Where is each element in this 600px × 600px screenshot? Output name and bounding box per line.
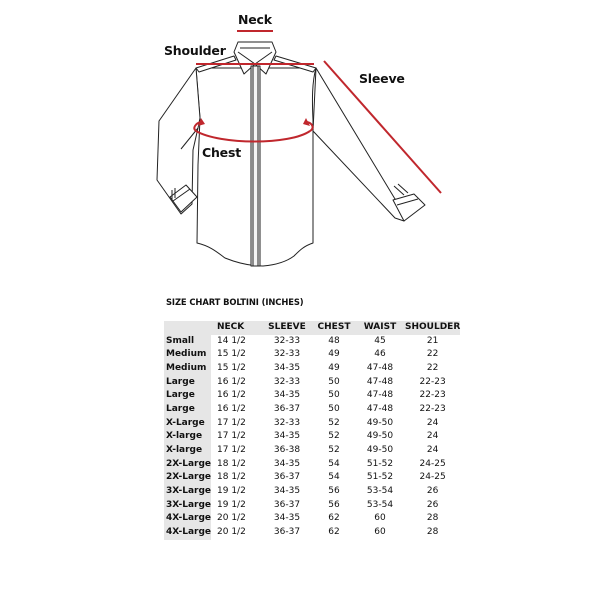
chest-cell: 54	[328, 472, 340, 483]
shirt-measurement-diagram	[0, 0, 600, 290]
column-header-waist: WAIST	[355, 321, 405, 335]
shoulder-cell: 26	[426, 485, 439, 496]
waist-cell: 51-52	[366, 458, 394, 469]
chest-label: Chest	[202, 145, 241, 160]
sleeve-cell: 36-38	[273, 444, 301, 455]
shoulder-cell: 24-25	[419, 458, 446, 469]
sleeve-cell: 32-33	[273, 349, 301, 360]
neck-cell: 16 1/2	[217, 376, 246, 387]
table-row	[164, 376, 460, 390]
neck-cell: 19 1/2	[217, 485, 246, 496]
size-cell: X-large	[164, 444, 211, 458]
table-row	[164, 403, 460, 417]
chest-cell: 54	[328, 458, 340, 469]
chest-cell: 50	[328, 376, 340, 387]
table-row	[164, 512, 460, 526]
neck-cell: 16 1/2	[217, 390, 246, 401]
neck-cell: 17 1/2	[217, 444, 246, 455]
waist-cell: 47-48	[366, 390, 394, 401]
neck-cell: 15 1/2	[217, 349, 246, 360]
waist-cell: 49-50	[366, 444, 394, 455]
size-cell: X-Large	[164, 417, 211, 431]
sleeve-cell: 32-33	[273, 417, 301, 428]
table-row	[164, 526, 460, 540]
shoulder-cell: 21	[426, 335, 439, 346]
sleeve-cell: 34-35	[273, 458, 301, 469]
waist-cell: 60	[374, 526, 386, 537]
waist-cell: 45	[374, 335, 386, 346]
table-row	[164, 335, 460, 349]
waist-cell: 53-54	[366, 485, 394, 496]
table-row	[164, 362, 460, 376]
neck-cell: 15 1/2	[217, 362, 246, 373]
shoulder-cell: 22-23	[419, 390, 446, 401]
sleeve-cell: 36-37	[273, 472, 301, 483]
table-row	[164, 444, 460, 458]
shoulder-label: Shoulder	[164, 43, 226, 58]
neck-cell: 18 1/2	[217, 472, 246, 483]
shoulder-cell: 24	[426, 417, 439, 428]
waist-cell: 53-54	[366, 499, 394, 510]
table-row	[164, 471, 460, 485]
sleeve-cell: 34-35	[273, 431, 301, 442]
column-header-neck: NECK	[211, 321, 261, 335]
sleeve-cell: 32-33	[273, 335, 301, 346]
table-row	[164, 499, 460, 513]
table-row	[164, 348, 460, 362]
size-cell: Medium	[164, 362, 211, 376]
neck-cell: 17 1/2	[217, 417, 246, 428]
neck-cell: 19 1/2	[217, 499, 246, 510]
column-header-chest: CHEST	[313, 321, 355, 335]
sleeve-cell: 36-37	[273, 526, 301, 537]
size-cell: 3X-Large	[164, 485, 211, 499]
sleeve-cell: 36-37	[273, 403, 301, 414]
shoulder-cell: 28	[426, 526, 439, 537]
shoulder-cell: 22	[426, 362, 439, 373]
waist-cell: 60	[374, 513, 386, 524]
table-row	[164, 389, 460, 403]
shoulder-cell: 22-23	[419, 376, 446, 387]
sleeve-label: Sleeve	[359, 71, 405, 86]
column-header-sleeve: SLEEVE	[261, 321, 313, 335]
chest-cell: 50	[328, 403, 340, 414]
neck-cell: 14 1/2	[217, 335, 246, 346]
chest-cell: 62	[328, 526, 340, 537]
size-cell: Large	[164, 376, 211, 390]
table-row	[164, 430, 460, 444]
neck-cell: 16 1/2	[217, 403, 246, 414]
chest-cell: 56	[328, 485, 340, 496]
sleeve-cell: 34-35	[273, 513, 301, 524]
shoulder-cell: 22	[426, 349, 439, 360]
size-cell: Medium	[164, 348, 211, 362]
size-chart-title: SIZE CHART BOLTINI (INCHES)	[166, 297, 304, 307]
chest-cell: 52	[328, 431, 340, 442]
chest-cell: 56	[328, 499, 340, 510]
shirt-outline-icon	[0, 0, 600, 290]
size-cell: 4X-Large	[164, 526, 211, 540]
shoulder-cell: 22-23	[419, 403, 446, 414]
shoulder-cell: 24	[426, 431, 439, 442]
waist-cell: 47-48	[366, 403, 394, 414]
sleeve-cell: 32-33	[273, 376, 301, 387]
size-cell: 4X-Large	[164, 512, 211, 526]
table-header-row	[164, 321, 460, 335]
chest-cell: 50	[328, 390, 340, 401]
neck-cell: 18 1/2	[217, 458, 246, 469]
size-cell: Large	[164, 389, 211, 403]
neck-cell: 17 1/2	[217, 431, 246, 442]
waist-cell: 49-50	[366, 417, 394, 428]
chest-cell: 52	[328, 444, 340, 455]
table-row	[164, 485, 460, 499]
waist-cell: 51-52	[366, 472, 394, 483]
chest-cell: 48	[328, 335, 340, 346]
shoulder-cell: 28	[426, 513, 439, 524]
neck-label: Neck	[238, 12, 272, 27]
table-row	[164, 417, 460, 431]
size-cell: Large	[164, 403, 211, 417]
waist-cell: 49-50	[366, 431, 394, 442]
size-cell: 3X-Large	[164, 499, 211, 513]
chest-cell: 49	[328, 362, 340, 373]
sleeve-cell: 34-35	[273, 485, 301, 496]
column-header-size	[164, 321, 211, 335]
sleeve-cell: 36-37	[273, 499, 301, 510]
shoulder-cell: 24	[426, 444, 439, 455]
shoulder-cell: 26	[426, 499, 439, 510]
chest-cell: 49	[328, 349, 340, 360]
sleeve-cell: 34-35	[273, 390, 301, 401]
neck-cell: 20 1/2	[217, 513, 246, 524]
shoulder-cell: 24-25	[419, 472, 446, 483]
chest-cell: 62	[328, 513, 340, 524]
column-header-shoulder: SHOULDER	[405, 321, 460, 335]
chest-cell: 52	[328, 417, 340, 428]
size-cell: 2X-Large	[164, 471, 211, 485]
sleeve-cell: 34-35	[273, 362, 301, 373]
table-row	[164, 458, 460, 472]
size-chart-table	[164, 321, 460, 540]
size-cell: Small	[164, 335, 211, 349]
size-cell: X-large	[164, 430, 211, 444]
size-cell: 2X-Large	[164, 458, 211, 472]
waist-cell: 47-48	[366, 376, 394, 387]
neck-cell: 20 1/2	[217, 526, 246, 537]
waist-cell: 47-48	[366, 362, 394, 373]
waist-cell: 46	[374, 349, 386, 360]
